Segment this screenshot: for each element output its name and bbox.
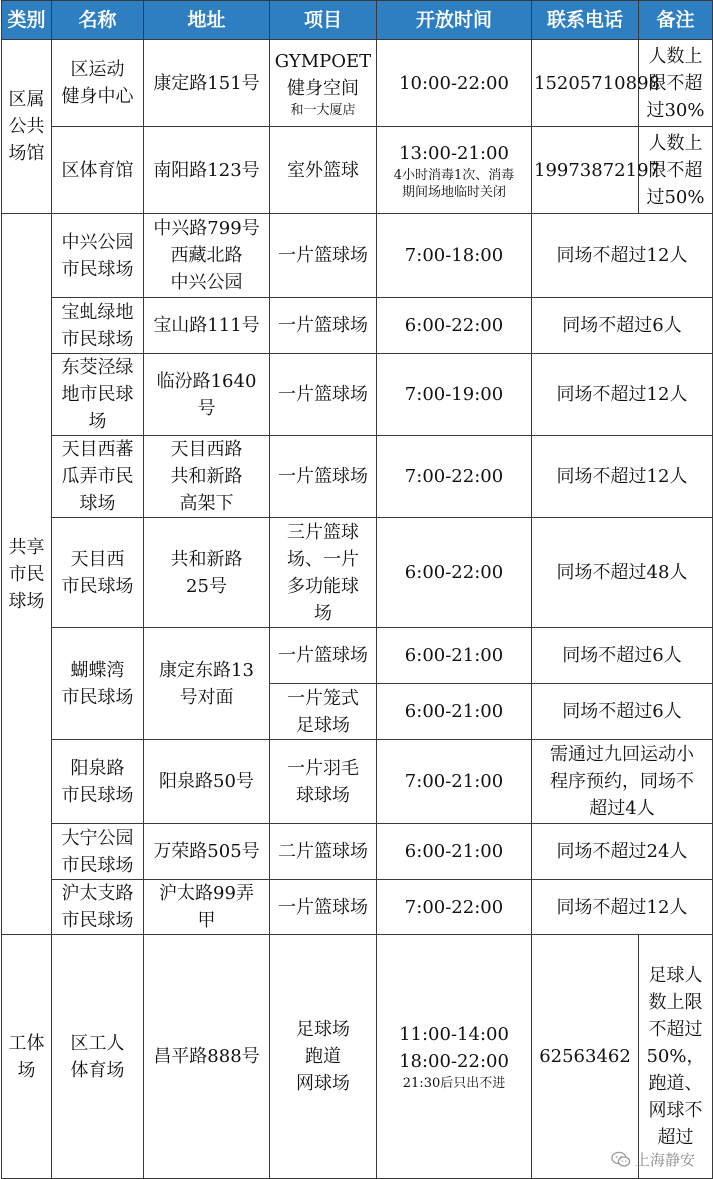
venue-hours: 10:00-22:00 xyxy=(377,40,532,127)
venue-item: 室外篮球 xyxy=(270,127,377,214)
venue-name: 天目西蕃 瓜弄市民 球场 xyxy=(52,436,144,518)
venue-address: 天目西路 共和新路 高架下 xyxy=(144,436,270,518)
venue-name: 沪太支路 市民球场 xyxy=(52,880,144,935)
venue-note: 同场不超过12人 xyxy=(532,354,713,436)
venue-name: 区工人 体育场 xyxy=(52,935,144,1179)
venue-address: 康定路151号 xyxy=(144,40,270,127)
venue-hours: 6:00-21:00 xyxy=(377,824,532,880)
table-row xyxy=(2,436,713,518)
table-row xyxy=(2,824,713,880)
header-note: 备注 xyxy=(639,1,713,40)
venue-note: 同场不超过6人 xyxy=(532,298,713,354)
venue-table xyxy=(1,0,713,1179)
table-row xyxy=(2,740,713,824)
venue-item: 一片篮球场 xyxy=(270,436,377,518)
header-category: 类别 xyxy=(2,1,52,40)
venue-phone: 15205710898 xyxy=(532,40,639,127)
table-row xyxy=(2,354,713,436)
header-row xyxy=(2,1,713,40)
venue-note: 同场不超过12人 xyxy=(532,436,713,518)
table-row xyxy=(2,935,713,1179)
venue-item: GYMPOET 健身空间 和一大厦店 xyxy=(270,40,377,127)
venue-name: 蝴蝶湾 市民球场 xyxy=(52,628,144,740)
table-row xyxy=(2,40,713,127)
venue-item: 一片篮球场 xyxy=(270,628,377,684)
venue-item: 足球场 跑道 网球场 xyxy=(270,935,377,1179)
venue-hours: 6:00-21:00 xyxy=(377,684,532,740)
venue-item: 一片篮球场 xyxy=(270,880,377,935)
venue-name: 区体育馆 xyxy=(52,127,144,214)
header-hours: 开放时间 xyxy=(377,1,532,40)
venue-hours: 7:00-18:00 xyxy=(377,214,532,298)
venue-note: 同场不超过12人 xyxy=(532,214,713,298)
venue-note: 同场不超过6人 xyxy=(532,628,713,684)
venue-address: 万荣路505号 xyxy=(144,824,270,880)
category-cell: 共享 市民 球场 xyxy=(2,214,52,935)
venue-note: 同场不超过6人 xyxy=(532,684,713,740)
venue-hours: 7:00-21:00 xyxy=(377,740,532,824)
venue-note: 需通过九回运动小 程序预约，同场不 超过4人 xyxy=(532,740,713,824)
watermark-text: 上海静安 xyxy=(634,1151,695,1169)
header-item: 项目 xyxy=(270,1,377,40)
venue-phone: 62563462 xyxy=(532,935,639,1179)
venue-address: 昌平路888号 xyxy=(144,935,270,1179)
venue-address: 临汾路1640 号 xyxy=(144,354,270,436)
venue-address: 宝山路111号 xyxy=(144,298,270,354)
table-row xyxy=(2,214,713,298)
table-row xyxy=(2,880,713,935)
venue-name: 中兴公园 市民球场 xyxy=(52,214,144,298)
venue-name: 大宁公园 市民球场 xyxy=(52,824,144,880)
venue-address: 康定东路13 号对面 xyxy=(144,628,270,740)
venue-item: 一片篮球场 xyxy=(270,214,377,298)
venue-hours: 13:00-21:00 4小时消毒1次、消毒 期间场地临时关闭 xyxy=(377,127,532,214)
venue-address: 南阳路123号 xyxy=(144,127,270,214)
venue-phone: 19973872197 xyxy=(532,127,639,214)
venue-address: 中兴路799号 西藏北路 中兴公园 xyxy=(144,214,270,298)
header-address: 地址 xyxy=(144,1,270,40)
venue-note: 人数上 限不超 过30% xyxy=(639,40,713,127)
venue-hours: 7:00-22:00 xyxy=(377,436,532,518)
venue-item: 一片篮球场 xyxy=(270,298,377,354)
venue-name: 宝虬绿地 市民球场 xyxy=(52,298,144,354)
table-row xyxy=(2,628,713,684)
venue-name: 天目西 市民球场 xyxy=(52,518,144,628)
venue-item: 一片笼式 足球场 xyxy=(270,684,377,740)
venue-hours: 6:00-22:00 xyxy=(377,518,532,628)
venue-address: 沪太路99弄 甲 xyxy=(144,880,270,935)
table-row xyxy=(2,518,713,628)
venue-item: 一片篮球场 xyxy=(270,354,377,436)
venue-note: 同场不超过48人 xyxy=(532,518,713,628)
venue-note: 足球人 数上限 不超过 50%， 跑道、 网球不 超过 xyxy=(639,935,713,1179)
venue-hours: 6:00-21:00 xyxy=(377,628,532,684)
header-phone: 联系电话 xyxy=(532,1,639,40)
table-row xyxy=(2,298,713,354)
venue-hours: 6:00-22:00 xyxy=(377,298,532,354)
venue-address: 阳泉路50号 xyxy=(144,740,270,824)
venue-hours: 11:00-14:00 18:00-22:00 21:30后只出不进 xyxy=(377,935,532,1179)
venue-note: 人数上 限不超 过50% xyxy=(639,127,713,214)
category-cell: 工体 场 xyxy=(2,935,52,1179)
venue-hours: 7:00-19:00 xyxy=(377,354,532,436)
table-row xyxy=(2,127,713,214)
venue-name: 东茭泾绿 地市民球 场 xyxy=(52,354,144,436)
header-name: 名称 xyxy=(52,1,144,40)
wechat-icon xyxy=(611,1151,631,1168)
venue-item: 二片篮球场 xyxy=(270,824,377,880)
watermark xyxy=(611,1149,695,1170)
venue-note: 同场不超过12人 xyxy=(532,880,713,935)
venue-address: 共和新路 25号 xyxy=(144,518,270,628)
venue-name: 阳泉路 市民球场 xyxy=(52,740,144,824)
venue-hours: 7:00-22:00 xyxy=(377,880,532,935)
venue-note: 同场不超过24人 xyxy=(532,824,713,880)
venue-name: 区运动 健身中心 xyxy=(52,40,144,127)
category-cell: 区属 公共 场馆 xyxy=(2,40,52,214)
venue-item: 一片羽毛 球球场 xyxy=(270,740,377,824)
venue-item: 三片篮球 场、一片 多功能球 场 xyxy=(270,518,377,628)
